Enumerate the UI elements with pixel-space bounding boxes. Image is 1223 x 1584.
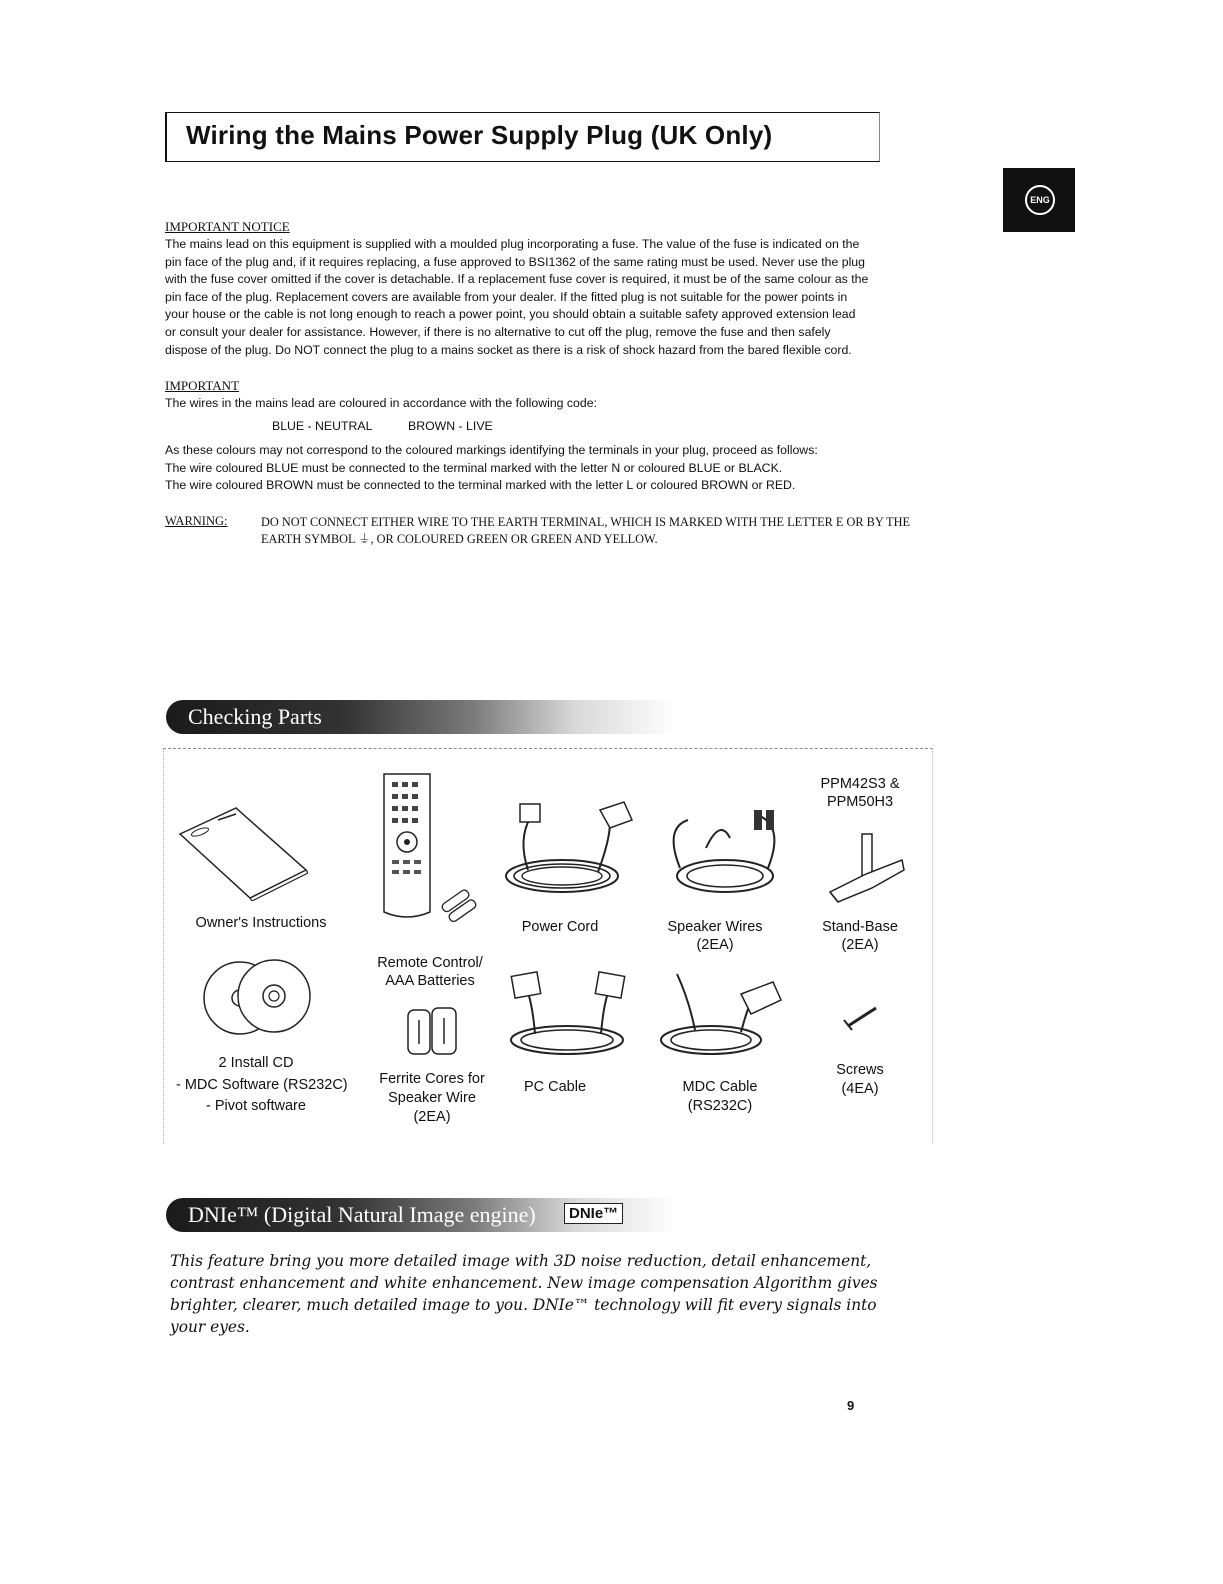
notice-line: dispose of the plug. Do NOT connect the plug to a mains socket as there is a risk of shock hazard from the bared flexible cord. [165,342,852,357]
warning-text [261,514,951,548]
notice-line: or consult your dealer for assistance. However, if there is no alternative to cut off the plug, remove the fuse and then safely [165,324,831,339]
page-title: Wiring the Mains Power Supply Plug (UK Only) [186,120,773,150]
mdc-cable-icon [655,970,785,1060]
instruction-line: As these colours may not correspond to the coloured markings identifying the terminals in your plug, proceed as follows: [165,443,818,457]
important-heading: IMPORTANT [165,378,240,393]
power-cord-label: Power Cord [521,919,599,935]
stand-base-label-1: Stand-Base [822,919,898,935]
language-tab-label: ENG [1025,185,1055,215]
checking-parts-title: Checking Parts [188,704,322,729]
instruction-line: The wire coloured BLUE must be connected to the terminal marked with the letter N or coloured BLUE or BLACK. [165,460,783,475]
mdc-cable-label-1: MDC Cable [682,1079,758,1095]
stand-base-label-2: (2EA) [841,937,879,953]
notice-line: pin face of the plug and, if it requires replacing, a fuse approved to BSI1362 of the same rating must be used. Never use the plug [165,254,865,269]
important-notice-heading: IMPORTANT NOTICE [165,219,290,234]
page-number: 9 [847,1398,855,1413]
screws-label-2: (4EA) [841,1081,879,1097]
notice-line: The mains lead on this equipment is supplied with a moulded plug incorporating a fuse. The value of the fuse is indicated on the [165,237,860,251]
screws-label-1: Screws [836,1062,884,1078]
notice-line: pin face of the plug. Replacement covers are available from your dealer. If the fitted plug is not suitable for the power points in [165,289,848,304]
remote-control-icon [380,772,485,924]
speaker-wires-icon [660,808,795,903]
warning-label: WARNING: [165,514,228,528]
pc-cable-label: PC Cable [523,1079,587,1095]
earth-symbol-icon: ⏚ [358,532,371,546]
pc-cable-icon [505,970,630,1060]
remote-control-label-1: Remote Control/ [377,955,483,971]
power-cord-icon [498,800,638,900]
install-cd-label-1: 2 Install CD [218,1055,294,1071]
speaker-wires-label-1: Speaker Wires [667,919,763,935]
mdc-cable-label-2: (RS232C) [687,1098,753,1114]
install-cd-label-3: - Pivot software [206,1098,306,1114]
important-intro: The wires in the mains lead are coloured in accordance with the following code: [165,396,597,410]
notice-line: your house or the cable is not long enough to reach a power point, you should obtain a suitable safety approved extension lead [165,307,856,322]
speaker-wires-label-2: (2EA) [696,937,734,953]
model-note-2: PPM50H3 [826,794,894,810]
warning-text-part1: DO NOT CONNECT EITHER WIRE TO THE EARTH TERMINAL, WHICH IS MARKED WITH THE LETTER E OR BY THE EARTH SYMBOL [261,515,911,546]
model-note-1: PPM42S3 & [820,776,900,792]
dnie-title: DNIe™ (Digital Natural Image engine) [188,1202,536,1227]
dnie-banner [166,1198,676,1232]
important-notice-body [165,236,868,359]
install-cd-icon [198,952,318,1042]
install-cd-label-2: - MDC Software (RS232C) [176,1077,348,1093]
dnie-description: This feature bring you more detailed image with 3D noise reduction, detail enhancement, contrast enhancement and white enhancement. New image compensation Algorithm gives brighter, clearer, much detailed image to you. DNIe™ technology will fit every signals into your eyes. [170,1252,878,1336]
remote-control-label-2: AAA Batteries [385,973,475,989]
stand-base-icon [826,830,906,905]
code-blue-neutral: BLUE - NEUTRAL [272,419,373,433]
owners-instructions-label: Owner's Instructions [195,915,327,931]
dnie-logo: DNIe™ [564,1203,623,1224]
screw-icon [842,1002,882,1032]
checking-parts-banner [166,700,676,734]
ferrite-label-1: Ferrite Cores for [379,1071,485,1087]
warning-text-part2: , OR COLOURED GREEN OR GREEN AND YELLOW. [370,532,658,546]
ferrite-label-3: (2EA) [413,1109,451,1125]
important-instructions [165,442,818,495]
instruction-line: The wire coloured BROWN must be connected to the terminal marked with the letter L or coloured BROWN or RED. [165,478,796,493]
code-brown-live: BROWN - LIVE [408,419,493,433]
ferrite-core-icon [404,1004,464,1059]
ferrite-label-2: Speaker Wire [388,1090,476,1106]
manual-book-icon [178,806,308,901]
notice-line: with the fuse cover omitted if the cover is detachable. If a replacement fuse cover is required, it must be of the same colour as the [165,272,869,287]
language-tab [1003,168,1075,232]
